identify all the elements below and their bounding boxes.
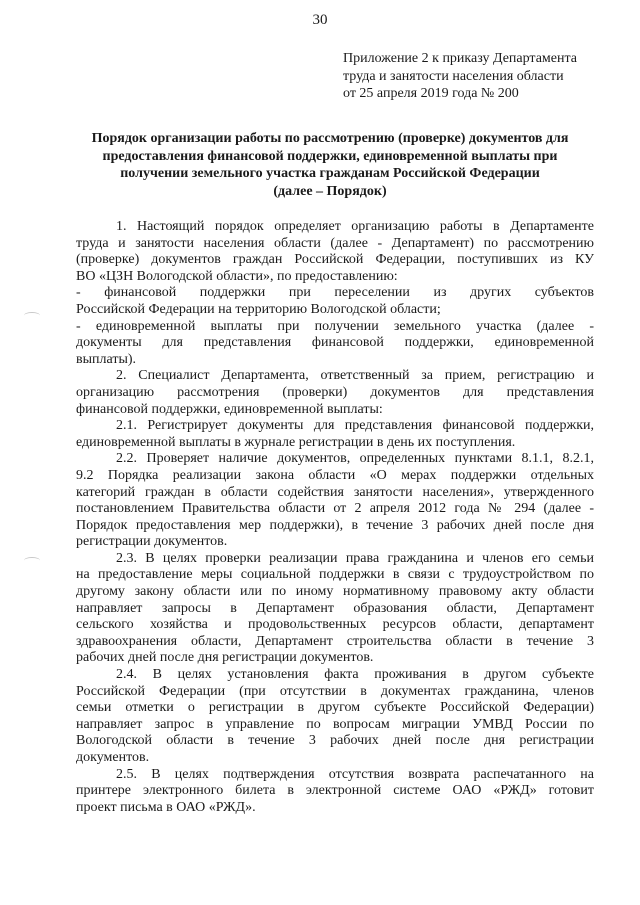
- text-line: здравоохранения области, Департамент строительства области в течение 3: [76, 633, 594, 649]
- text-line: категорий граждан в области содействия занятости населения», утвержденного: [76, 484, 594, 500]
- text-line: единовременной выплаты в журнале регистрации в день их поступления.: [76, 434, 516, 450]
- text-line: - единовременной выплаты при получении земельного участка (далее -: [76, 318, 594, 334]
- text-line: выплаты).: [76, 351, 137, 367]
- margin-mark: [24, 557, 40, 564]
- text-line: 2.2. Проверяет наличие документов, определенных пунктами 8.1.1, 8.2.1,: [116, 451, 594, 467]
- text-line: направляет запрос в управление по вопросам миграции УМВД России по: [76, 716, 594, 732]
- text-line: организацию рассмотрения (проверки) документов для представления: [76, 384, 594, 400]
- text-line: принтере электронного билета в электронной системе ОАО «РЖД» готовит: [76, 783, 594, 799]
- paragraph-1: [76, 219, 594, 285]
- text-line: 2.5. В целях подтверждения отсутствия возврата распечатанного на: [116, 766, 594, 782]
- text-line: 2.1. Регистрирует документы для представления финансовой поддержки,: [116, 418, 594, 434]
- paragraph-2-1: [76, 418, 594, 451]
- paragraph-2: [76, 368, 594, 418]
- text-line: труда и занятости населения области (далее - Департамент) по рассмотрению: [76, 235, 594, 251]
- text-line: семьи отметки о регистрации в другом субъекте Российской Федерации): [76, 700, 594, 716]
- title-line: получении земельного участка гражданам Российской Федерации: [120, 166, 540, 181]
- text-line: ВО «ЦЗН Вологодской области», по предоставлению:: [76, 268, 398, 284]
- paragraph-2-3: [76, 551, 594, 667]
- title-line: предоставления финансовой поддержки, единовременной выплаты при: [102, 148, 558, 164]
- document-body: [76, 219, 594, 816]
- appendix-line: от 25 апреля 2019 года № 200: [343, 86, 519, 101]
- text-line: 2. Специалист Департамента, ответственный за прием, регистрацию и: [116, 368, 594, 384]
- text-line: 9.2 Порядка реализации закона области «О мерах поддержки отдельных: [76, 467, 594, 483]
- paragraph-1-item-a: [76, 285, 594, 318]
- title-line: (далее – Порядок): [273, 183, 387, 199]
- appendix-note: [343, 50, 593, 103]
- paragraph-2-4: [76, 667, 594, 767]
- text-line: (проверке) документов граждан Российской Федерации, поступивших из КУ: [76, 252, 594, 268]
- paragraph-1-item-b: [76, 319, 594, 369]
- text-line: на предоставление меры социальной поддержки в связи с трудоустройством по: [76, 567, 594, 583]
- text-line: Порядок предоставления мер поддержки), в течение 3 рабочих дней после дня: [76, 517, 594, 533]
- appendix-line: Приложение 2 к приказу Департамента: [343, 51, 577, 66]
- text-line: Российской Федерации на территорию Вологодской области;: [76, 301, 441, 317]
- text-line: сельского хозяйства и продовольственных ресурсов области, департамент: [76, 617, 594, 633]
- text-line: документов.: [76, 750, 150, 765]
- title-line: Порядок организации работы по рассмотрению (проверке) документов для: [91, 131, 569, 146]
- text-line: Российской Федерации (при отсутствии в документах гражданина, членов: [76, 683, 594, 699]
- text-line: 2.4. В целях установления факта проживания в другом субъекте: [116, 667, 594, 683]
- text-line: проект письма в ОАО «РЖД».: [76, 799, 256, 815]
- text-line: рабочих дней после дня регистрации документов.: [76, 650, 374, 666]
- text-line: 2.3. В целях проверки реализации права гражданина и членов его семьи: [116, 550, 594, 566]
- text-line: - финансовой поддержки при переселении из других субъектов: [76, 285, 594, 301]
- appendix-line: труда и занятости населения области: [343, 68, 564, 84]
- text-line: финансовой поддержки, единовременной выплаты:: [76, 401, 383, 417]
- page-number: 30: [312, 12, 328, 28]
- document-title: [70, 130, 590, 200]
- paragraph-2-5: [76, 767, 594, 817]
- paragraph-2-2: [76, 451, 594, 551]
- text-line: 1. Настоящий порядок определяет организацию работы в Департаменте: [116, 219, 594, 234]
- text-line: регистрации документов.: [76, 534, 228, 550]
- text-line: Вологодской области в течение 3 рабочих дней после дня регистрации: [76, 733, 594, 749]
- margin-mark: [24, 312, 40, 319]
- text-line: направляет запросы в Департамент образования области, Департамент: [76, 600, 594, 616]
- text-line: постановлением Правительства области от 2 апреля 2012 года № 294 (далее -: [76, 501, 594, 517]
- text-line: другому закону области или по иному нормативному правовому акту области: [76, 584, 594, 600]
- text-line: документы для представления финансовой поддержки, единовременной: [76, 335, 594, 351]
